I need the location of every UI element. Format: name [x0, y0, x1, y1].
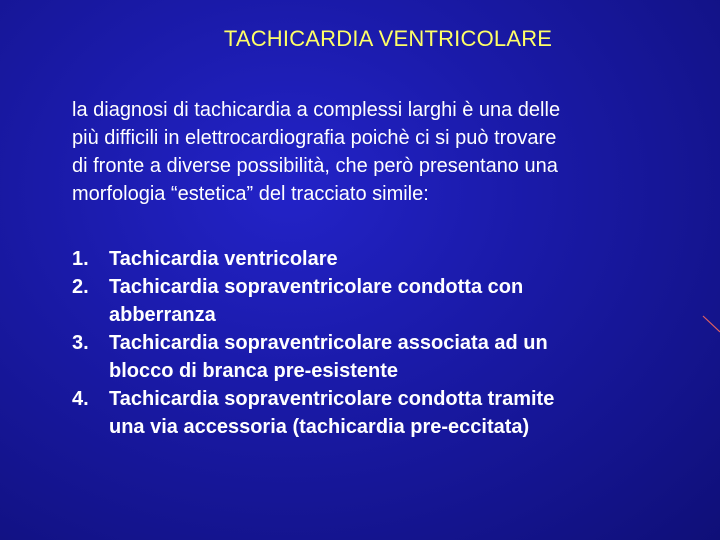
list-item — [72, 329, 702, 385]
list-item-line: blocco di branca pre-esistente — [109, 360, 398, 382]
list-item-text — [109, 385, 554, 441]
list-item — [72, 273, 702, 329]
list-item-number: 2. — [72, 276, 89, 298]
list-item-line: Tachicardia ventricolare — [109, 248, 338, 270]
list-item-line: una via accessoria (tachicardia pre-eccitata) — [109, 416, 530, 438]
list-item-number: 1. — [72, 248, 89, 270]
slide-title: TACHICARDIA VENTRICOLARE — [223, 26, 553, 51]
list-item-line: Tachicardia sopraventricolare condotta tramite — [109, 388, 555, 410]
list-item — [72, 245, 702, 273]
list-item-text — [109, 245, 338, 273]
diagnosis-list — [72, 245, 702, 441]
intro-line: morfologia “estetica” del tracciato simile: — [72, 183, 429, 205]
list-item-number: 3. — [72, 332, 89, 354]
list-item-line: Tachicardia sopraventricolare condotta con — [109, 276, 524, 298]
list-item-text — [109, 273, 523, 329]
intro-line: di fronte a diverse possibilità, che però presentano una — [72, 155, 558, 177]
list-item-line: abberranza — [109, 304, 216, 326]
intro-paragraph — [72, 96, 692, 208]
list-item-number: 4. — [72, 388, 89, 410]
intro-line: più difficili in elettrocardiografia poichè ci si può trovare — [72, 127, 557, 149]
list-item-text — [109, 329, 548, 385]
list-item — [72, 385, 702, 441]
list-item-line: Tachicardia sopraventricolare associata ad un — [109, 332, 548, 354]
intro-line: la diagnosi di tachicardia a complessi larghi è una delle — [72, 99, 561, 121]
